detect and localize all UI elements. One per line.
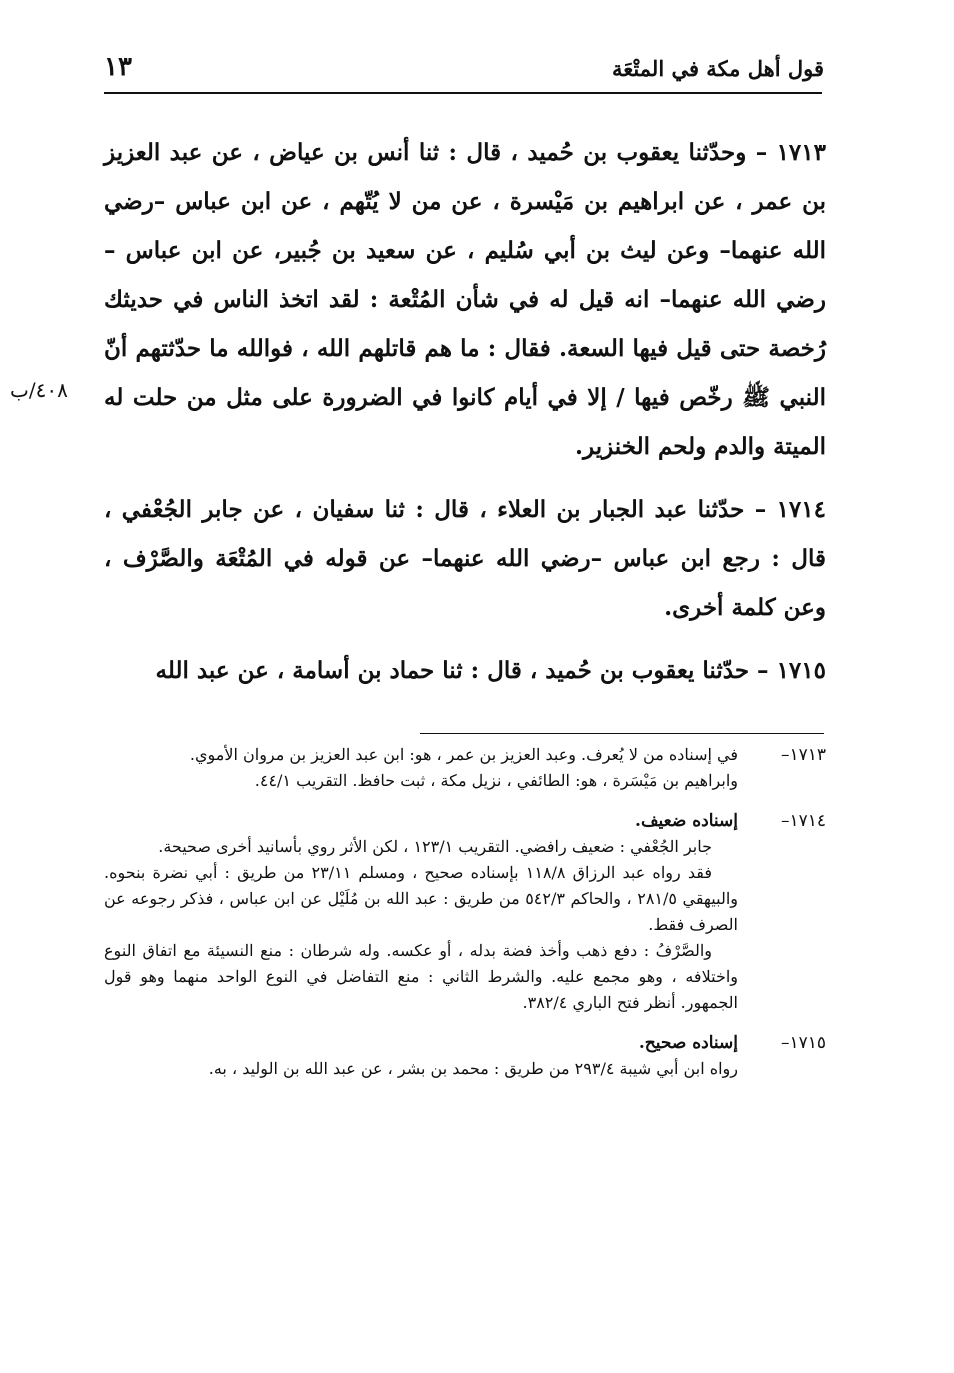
footnote-line: جابر الجُعْفي : ضعيف رافضي. التقريب ١٢٣/١ ، لكن الأثر روي بأسانيد أخرى صحيحة.: [158, 837, 712, 856]
footnotes: [104, 742, 826, 1096]
running-title: قول أهل مكة في المتْعَة: [612, 56, 824, 81]
hadith-1715: ١٧١٥ – حدّثنا يعقوب بن حُميد ، قال : ثنا حماد بن أسامة ، عن عبد الله: [155, 657, 826, 684]
footnote-1713: [104, 742, 826, 794]
footnote-line: والصَّرْفُ : دفع ذهب وأخذ فضة بدله ، أو عكسه. وله شرطان : منع النسيئة مع اتفاق النوع واختلافه ، وهو مجمع عليه. والشرط الثاني : منع التفاضل في النوع الواحد منهما وهو قول الجمهور. أنظر فتح الباري ٣٨٢/٤.: [104, 941, 738, 1012]
footnote-line: فقد رواه عبد الرزاق ١١٨/٨ بإسناده صحيح ، ومسلم ٢٣/١١ من طريق : أبي نضرة بنحوه. والبيهقي ٢٨١/٥ ، والحاكم ٥٤٢/٣ من طريق : عبد الله بن مُلَيْل عن ابن عباس ، فذكر رجوعه عن الصرف فقط.: [104, 863, 739, 934]
running-header: [104, 52, 824, 88]
hadith-1713: ١٧١٣ – وحدّثنا يعقوب بن حُميد ، قال : ثنا أنس بن عياض ، عن عبد العزيز بن عمر ، عن ابراهيم بن مَيْسرة ، عن من لا يُتّهم ، عن ابن عباس –رضي الله عنهما– وعن ليث بن أبي سُليم ، عن سعيد بن جُبير، عن ابن عباس –رضي الله عنهما– انه قيل له في شأن المُتْعة : لقد اتخذ الناس في حديثك رُخصة حتى قيل فيها السعة. فقال : ما هم قاتلهم الله ، فوالله ما حدّثتهم أنّ النبي ﷺ رخّص فيها / إلا في أيام كانوا في الضرورة على مثل من حلت له الميتة والدم ولحم الخنزير.: [104, 139, 826, 460]
footnote-line: رواه ابن أبي شيبة ٢٩٣/٤ من طريق : محمد بن بشر ، عن عبد الله بن الوليد ، به.: [208, 1059, 738, 1078]
hadith-1714: ١٧١٤ – حدّثنا عبد الجبار بن العلاء ، قال : ثنا سفيان ، عن جابر الجُعْفي ، قال : رجع ابن عباس –رضي الله عنهما– عن قوله في المُتْعَة والصَّرْف ، وعن كلمة أخرى.: [104, 496, 826, 621]
header-rule: [104, 92, 822, 94]
footnote-grading: إسناده ضعيف.: [635, 811, 738, 831]
footnote-line: وابراهيم بن مَيْسَرة ، هو: الطائفي ، نزيل مكة ، ثبت حافظ. التقريب ٤٤/١.: [254, 771, 738, 790]
footnote-rule: [420, 733, 824, 734]
footnote-number: ١٧١٣–: [780, 745, 826, 765]
footnote-grading: إسناده صحيح.: [638, 1033, 738, 1053]
page-number: ١٣: [104, 52, 132, 82]
footnote-1714: [104, 808, 826, 1016]
main-text: [104, 128, 826, 709]
footnote-line: في إسناده من لا يُعرف. وعبد العزيز بن عمر ، هو: ابن عبد العزيز بن مروان الأموي.: [189, 745, 738, 764]
manuscript-folio-note: ٤٠٨/ب: [10, 378, 68, 402]
footnote-number: ١٧١٤–: [780, 811, 826, 831]
footnote-1715: [104, 1030, 826, 1082]
footnote-number: ١٧١٥–: [780, 1033, 826, 1053]
